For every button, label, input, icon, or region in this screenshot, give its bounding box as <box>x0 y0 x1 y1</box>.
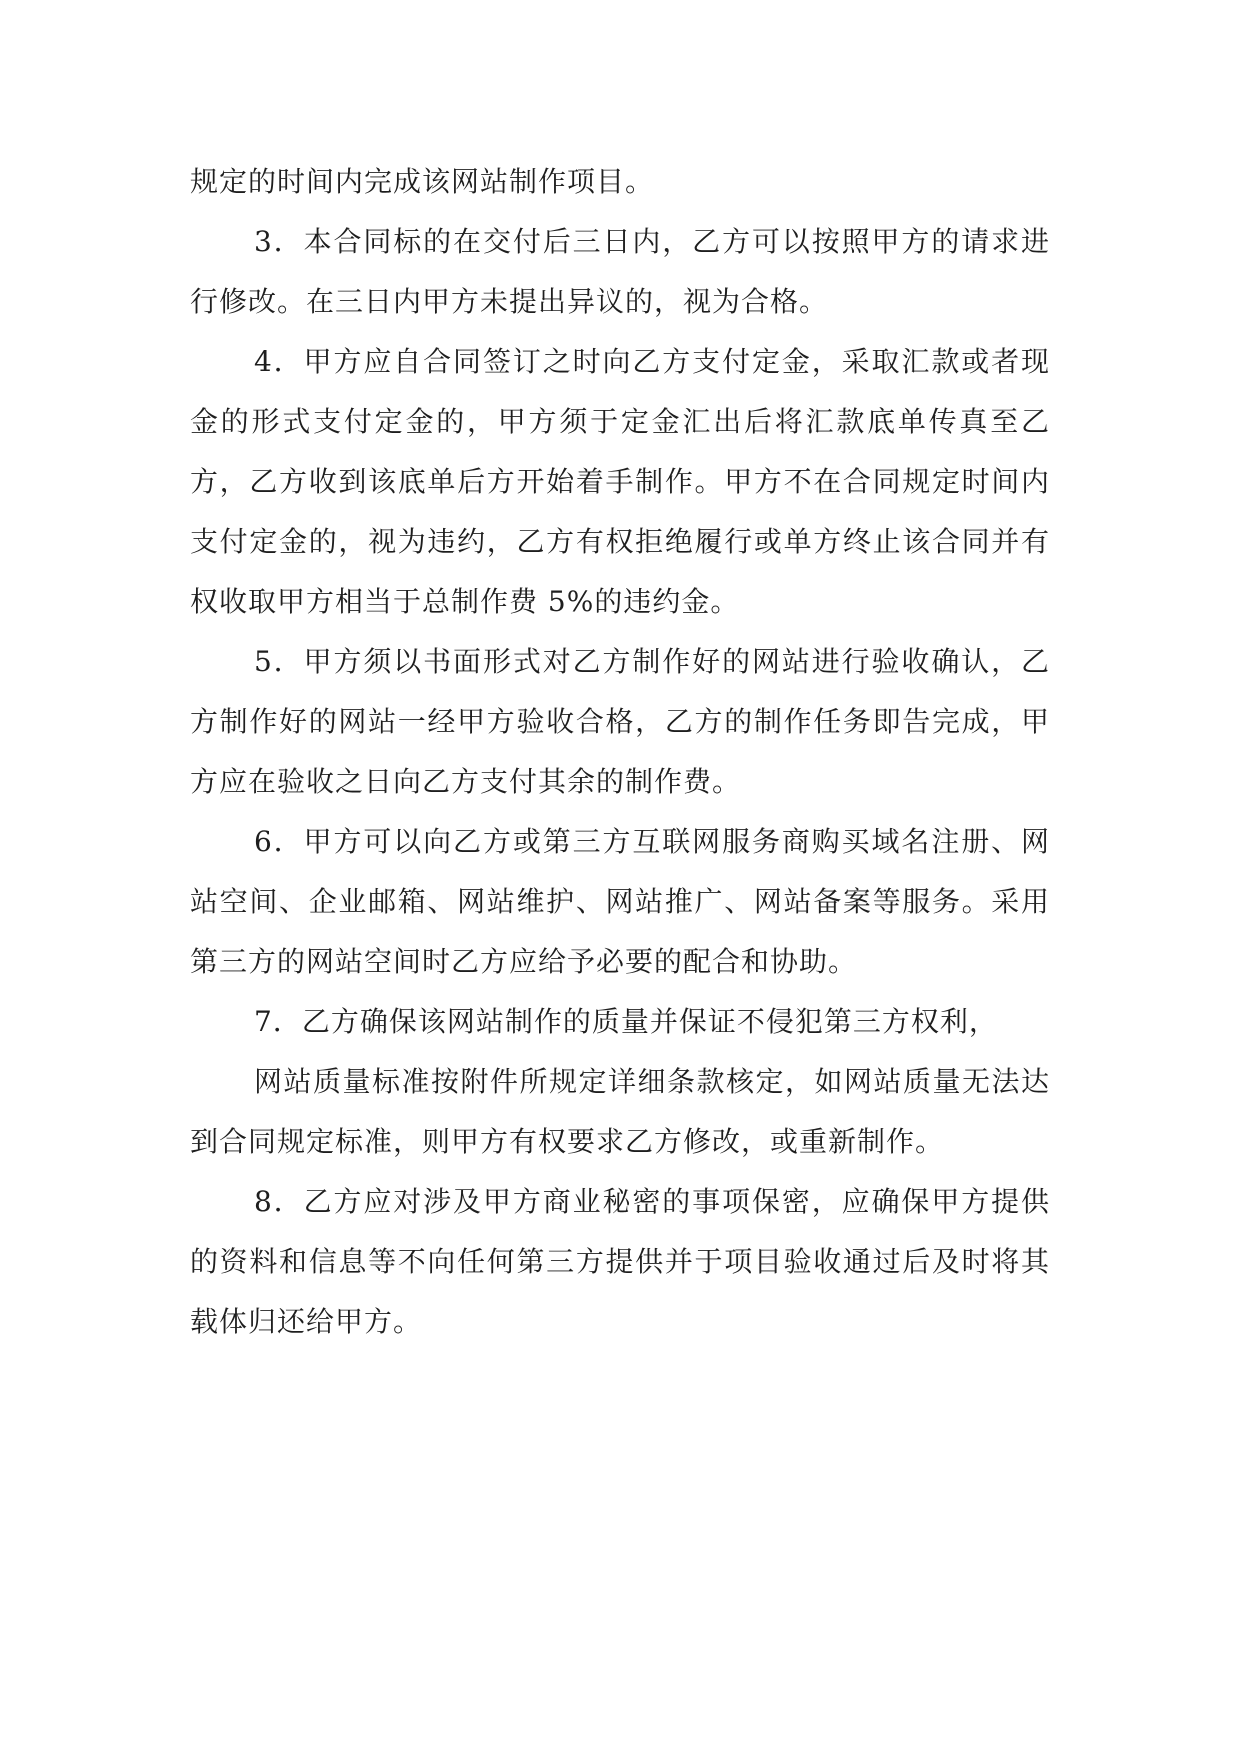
document-body <box>190 152 1050 1352</box>
clause-5: 5．甲方须以书面形式对乙方制作好的网站进行验收确认，乙方制作好的网站一经甲方验收合格，乙方的制作任务即告完成，甲方应在验收之日向乙方支付其余的制作费。 <box>190 645 1050 798</box>
clause-4: 4．甲方应自合同签订之时向乙方支付定金，采取汇款或者现金的形式支付定金的，甲方须于定金汇出后将汇款底单传真至乙方，乙方收到该底单后方开始着手制作。甲方不在合同规定时间内支付定金的，视为违约，乙方有权拒绝履行或单方终止该合同并有权收取甲方相当于总制作费 5%的违约金。 <box>190 345 1050 618</box>
clause-8: 8．乙方应对涉及甲方商业秘密的事项保密，应确保甲方提供的资料和信息等不向任何第三方提供并于项目验收通过后及时将其载体归还给甲方。 <box>190 1185 1050 1338</box>
paragraph-continuation: 规定的时间内完成该网站制作项目。 <box>190 165 655 198</box>
clause-3: 3．本合同标的在交付后三日内，乙方可以按照甲方的请求进行修改。在三日内甲方未提出异议的，视为合格。 <box>190 225 1050 318</box>
clause-7-continuation: 网站质量标准按附件所规定详细条款核定，如网站质量无法达到合同规定标准，则甲方有权要求乙方修改，或重新制作。 <box>190 1065 1050 1158</box>
clause-7: 7．乙方确保该网站制作的质量并保证不侵犯第三方权利， <box>254 1005 998 1038</box>
clause-6: 6．甲方可以向乙方或第三方互联网服务商购买域名注册、网站空间、企业邮箱、网站维护、网站推广、网站备案等服务。采用第三方的网站空间时乙方应给予必要的配合和协助。 <box>190 825 1050 978</box>
